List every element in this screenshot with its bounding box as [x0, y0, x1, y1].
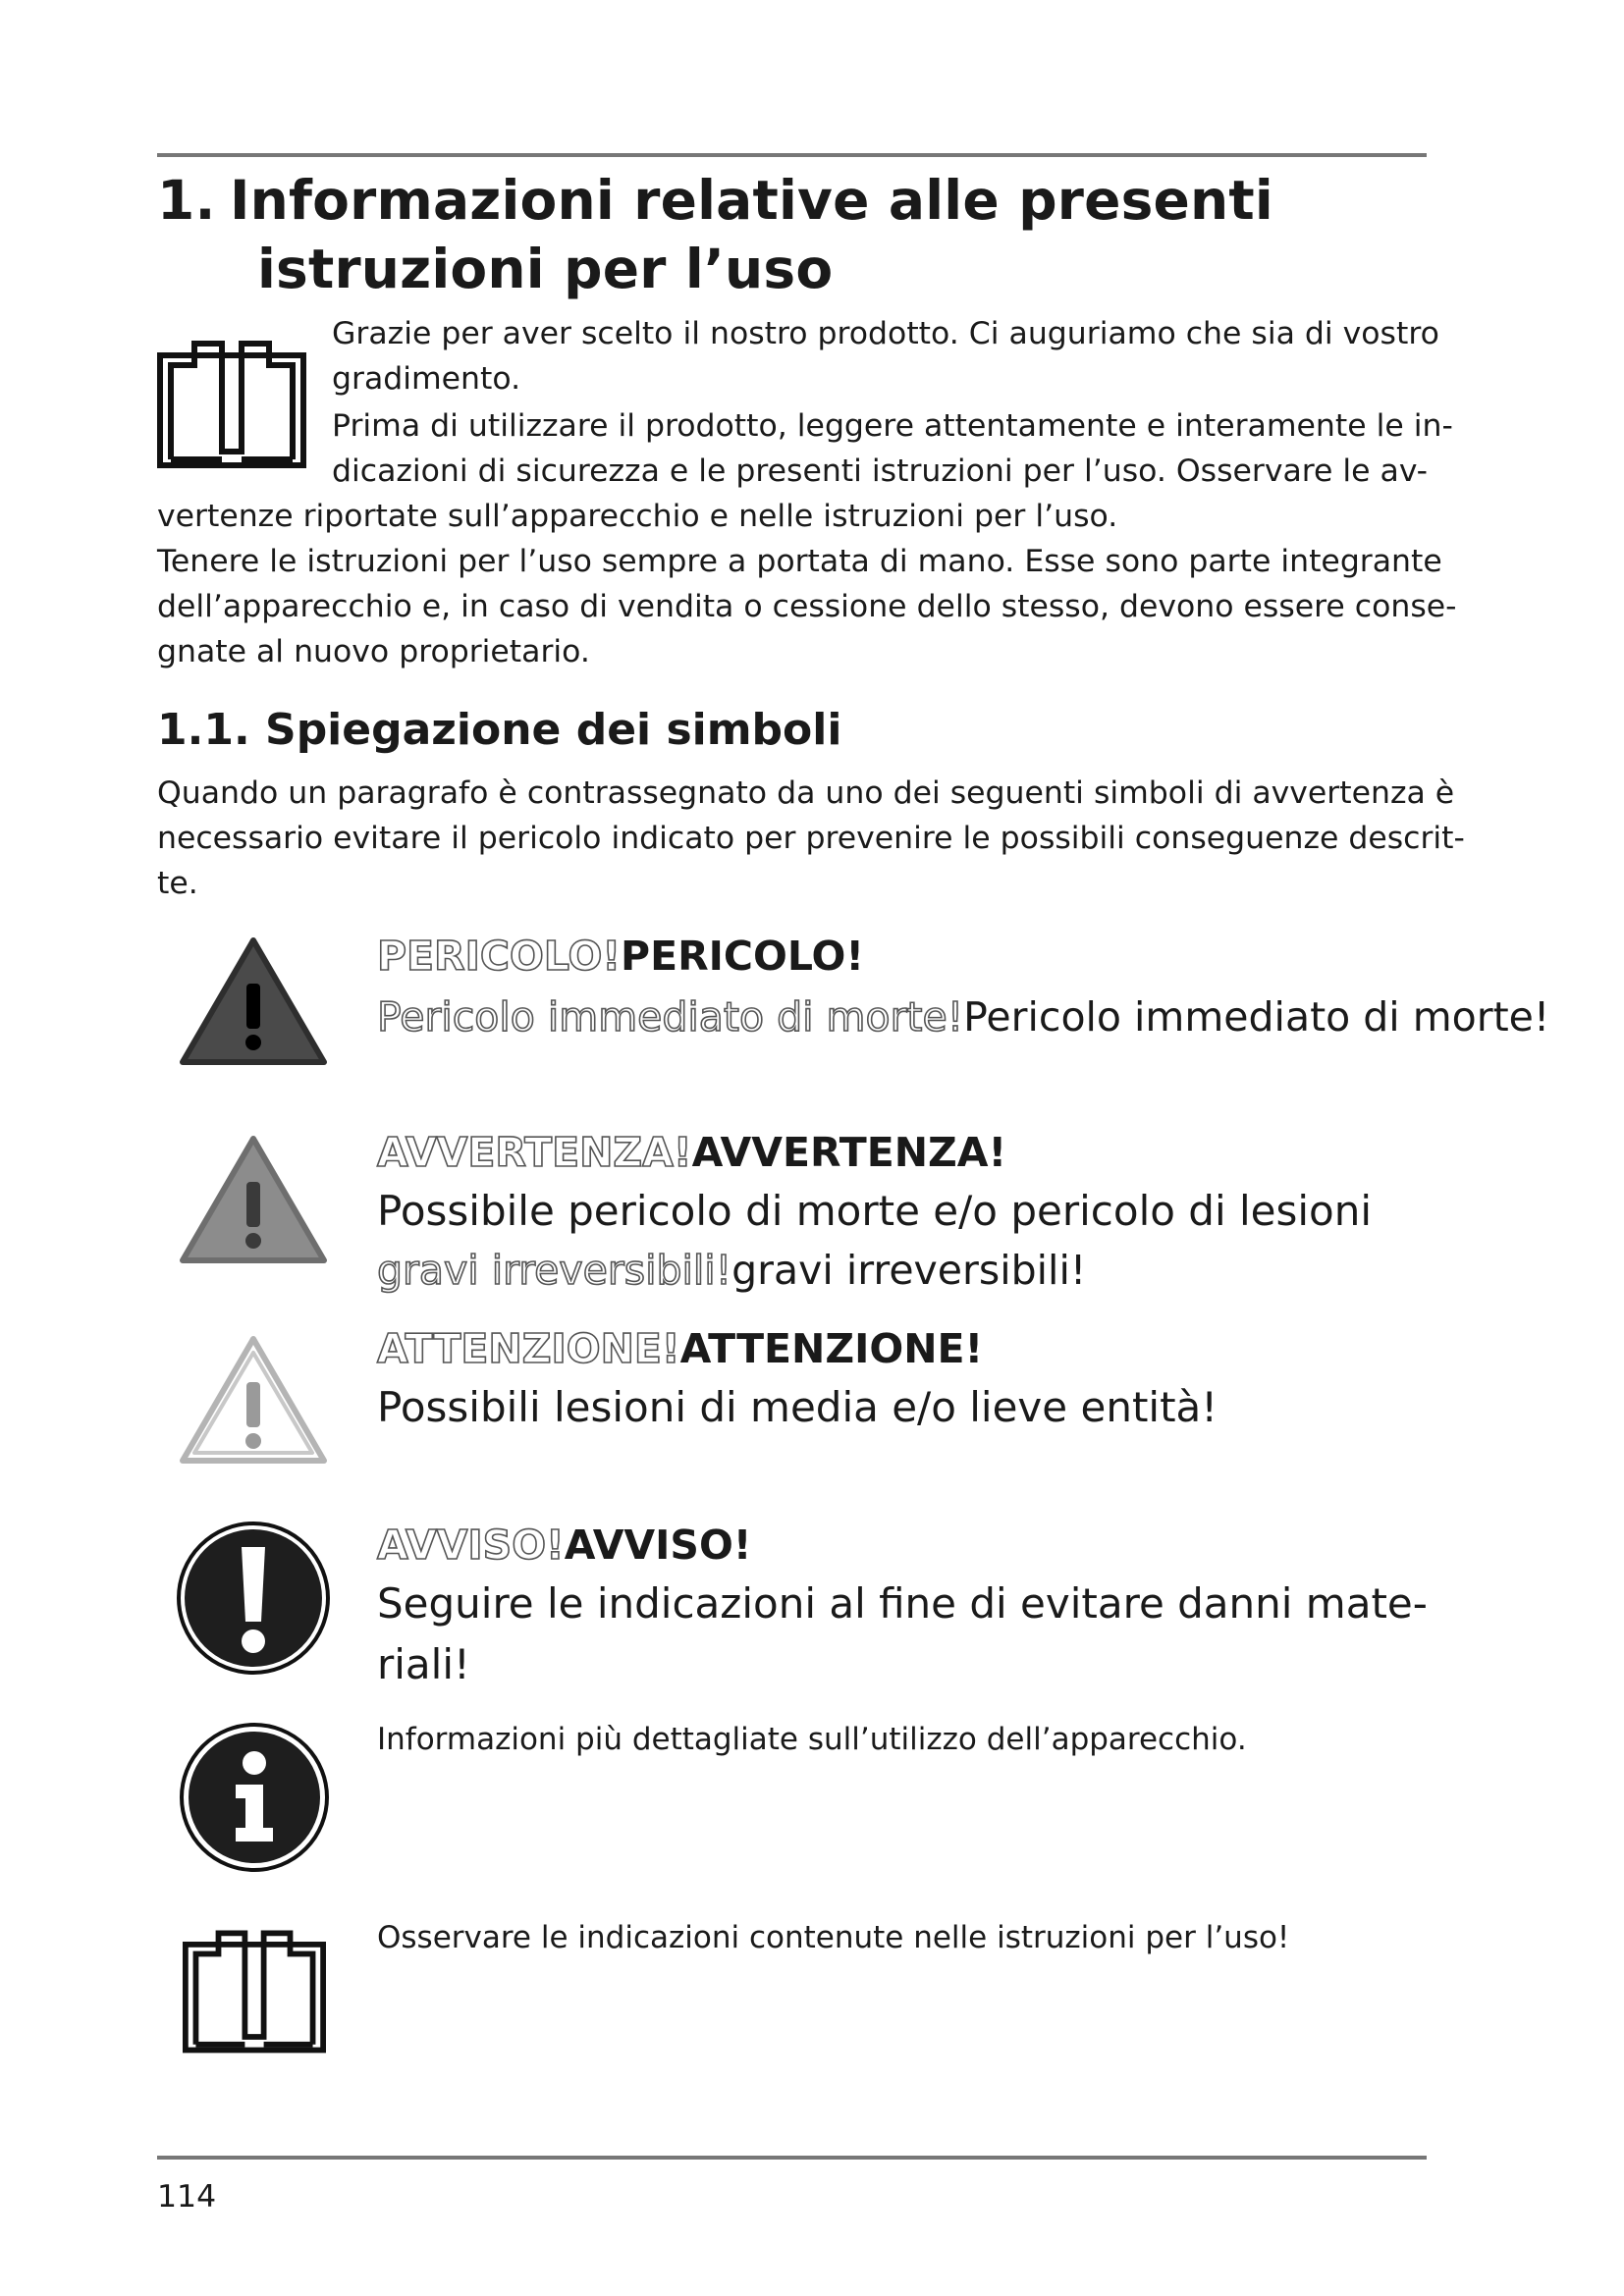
attenzione-ghost-title: ATTENZIONE! [377, 1325, 680, 1372]
exclamation-circle-icon [175, 1520, 332, 1677]
avviso-title: AVVISO! [564, 1522, 752, 1569]
paragraph2-line-1: Tenere le istruzioni per l’uso sempre a portata di mano. Esse sono parte integrante [157, 544, 1442, 579]
intro-line-2: gradimento. [332, 361, 521, 397]
symbols-paragraph-line-2: necessario evitare il pericolo indicato per prevenire le possibili conseguenze descrit- [157, 821, 1465, 856]
avvertenza-text-row-2 [377, 1241, 1086, 1300]
attenzione-title-row [377, 1319, 983, 1378]
attenzione-title: ATTENZIONE! [679, 1325, 984, 1372]
pericolo-text-row [377, 988, 1549, 1046]
section-1-number: 1. [157, 169, 216, 232]
intro-line-1: Grazie per aver scelto il nostro prodotto. Ci auguriamo che sia di vostro [332, 316, 1439, 351]
avvertenza-text-line-2: gravi irreversibili! [731, 1247, 1087, 1294]
warning-triangle-medium-icon [177, 1131, 330, 1268]
book-icon [157, 334, 306, 471]
avvertenza-title-row [377, 1123, 1006, 1182]
symbols-paragraph-line-3: te. [157, 866, 198, 901]
avviso-text-line-2: riali! [377, 1640, 470, 1688]
avvertenza-title: AVVERTENZA! [691, 1129, 1007, 1176]
avviso-title-row [377, 1516, 752, 1575]
intro-line-4: dicazioni di sicurezza e le presenti istruzioni per l’uso. Osservare le av- [332, 454, 1429, 489]
manual-note: Osservare le indicazioni contenute nelle istruzioni per l’uso! [377, 1920, 1290, 1955]
avviso-text-line-1: Seguire le indicazioni al fine di evitare danni mate- [377, 1579, 1428, 1628]
section-1-1-number: 1.1. [157, 705, 250, 755]
avviso-ghost-title: AVVISO! [377, 1522, 565, 1569]
attenzione-text: Possibili lesioni di media e/o lieve entità! [377, 1383, 1218, 1431]
avvertenza-ghost-text: gravi irreversibili! [377, 1247, 732, 1294]
symbols-paragraph-line-1: Quando un paragrafo è contrassegnato da uno dei seguenti simboli di avvertenza è [157, 775, 1455, 811]
paragraph2-line-3: gnate al nuovo proprietario. [157, 634, 590, 669]
pericolo-text: Pericolo immediato di morte! [963, 993, 1550, 1041]
section-1-title-line1: Informazioni relative alle presenti [230, 169, 1273, 232]
top-rule [157, 153, 1427, 157]
warning-triangle-dark-icon [177, 933, 330, 1070]
section-1-title-line2: istruzioni per l’uso [257, 238, 834, 300]
pericolo-title: PERICOLO! [621, 933, 865, 980]
pericolo-ghost-title: PERICOLO! [377, 933, 622, 980]
info-circle-icon [179, 1722, 330, 1873]
intro-line-5: vertenze riportate sull’apparecchio e nelle istruzioni per l’uso. [157, 499, 1118, 534]
section-1-1-title: Spiegazione dei simboli [265, 705, 842, 755]
pericolo-title-row [377, 927, 864, 986]
avvertenza-ghost-title: AVVERTENZA! [377, 1129, 692, 1176]
intro-line-3: Prima di utilizzare il prodotto, leggere attentamente e interamente le in- [332, 408, 1453, 444]
bottom-rule [157, 2156, 1427, 2160]
paragraph2-line-2: dell’apparecchio e, in caso di vendita o cessione dello stesso, devono essere conse- [157, 589, 1457, 624]
warning-triangle-light-icon [177, 1331, 330, 1468]
page-number: 114 [157, 2179, 217, 2215]
pericolo-ghost-text: Pericolo immediato di morte! [377, 993, 964, 1041]
avvertenza-text-line-1: Possibile pericolo di morte e/o pericolo di lesioni [377, 1187, 1373, 1235]
info-note: Informazioni più dettagliate sull’utilizzo dell’apparecchio. [377, 1722, 1247, 1757]
book-icon-small [183, 1922, 326, 2057]
